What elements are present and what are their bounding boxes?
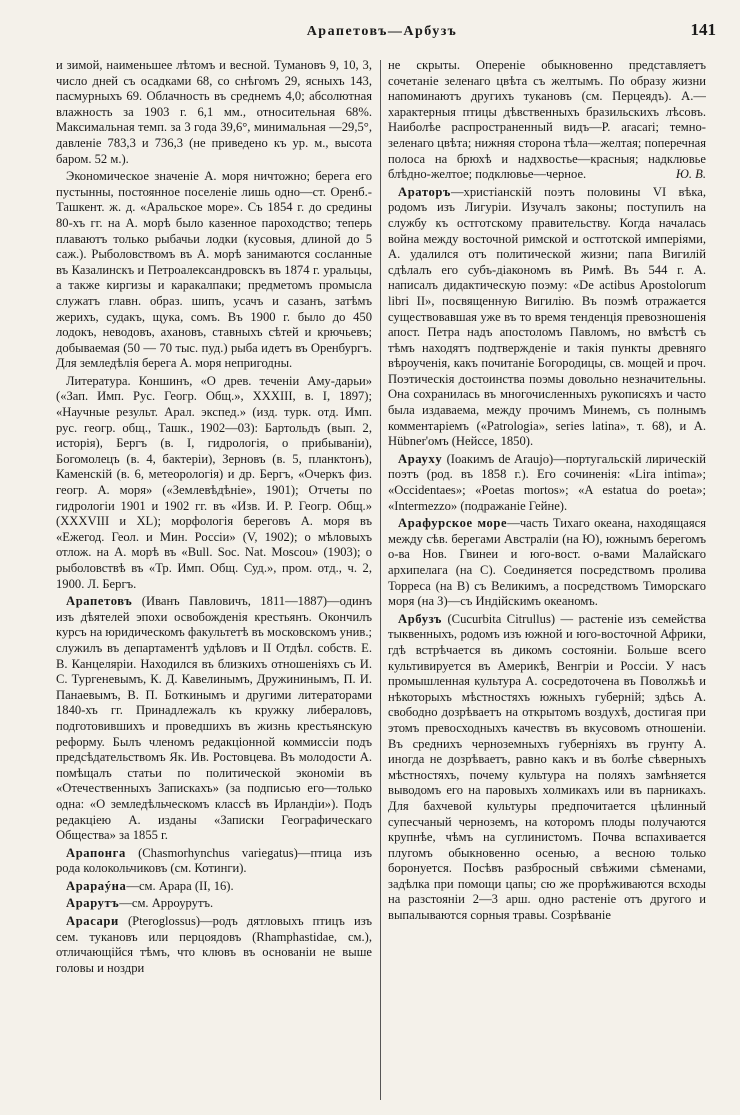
article-arator: Араторъ—христіанскій поэтъ половины VI вѣка, родомъ изъ Лигуріи. Изучалъ законы; поступилъ на службу къ остготскому правительству. Когда началась война между восточной римской и остготской имперіями, А. удалился отъ политической жизни; папа Вигилій сдѣлалъ его субъ-діакономъ въ Римѣ. Въ 544 г. А. написалъ дидактическую поэму: «De actibus Apostolorum libri II», посвященную Вигилію. Въ поэмѣ отражается существовавшая уже въ то время тенденція превозношенія апост. Петра надъ апостоломъ Павломъ, но вмѣстѣ съ тѣмъ находятъ подтвержденіе и такія пункты древняго вѣроученія, какъ почитаніе Богородицы, св. мощей и проч. Поэтическія достоинства поэмы довольно незначительны. Она сохранилась въ многочисленныхъ рукописяхъ и часто была издаваема, между прочимъ Минемъ, съ полнымъ комментаріемъ («Patrologia», series latina», т. 68), и А. Hübner'омъ (Нейссе, 1850). (388, 184, 706, 449)
paragraph-text: не скрыты. Опереніе обыкновенно представляетъ сочетаніе зеленаго цвѣта съ желтымъ. По образу жизни напоминаютъ другихъ тукановъ (см. Перцеядъ). А.—характерныя птицы дѣвственныхъ бразильскихъ лѣсовъ. Наиболѣе распространенный видъ—P. aracari; темно-зеленаго цвѣта; нижняя сторона тѣла—желтая; поперечная полоса на брюхѣ и надхвостье—красныя; надклювье блѣдно-желтое; подклювье—черное. (388, 58, 706, 182)
headword: Арафурское море (398, 516, 508, 531)
article-arapetov: Арапетовъ (Иванъ Павловичъ, 1811—1887)—одинъ изъ дѣятелей эпохи освобожденія крестьянъ. Окончилъ курсъ на юридическомъ факультетѣ въ московскомъ унив.; служилъ въ департаментѣ удѣловъ и II Отдѣл. собств. Е. В. Канцеляріи. Находился въ близкихъ отношеніяхъ съ И. С. Тургеневымъ, К. Д. Кавелинымъ, Дружининымъ, П. И. Панаевымъ, В. П. Боткинымъ и другими литераторами 1840-хъ гг. Принадлежалъ къ кружку либераловъ, подготовившихъ и проведшихъ въ жизнь крестьянскую реформу. Былъ членомъ редакціонной коммиссіи подъ предсѣдательствомъ Як. Ив. Ростовцева. Въ молодости А. помѣщалъ статьи по политической экономіи въ «Отечественныхъ Запискахъ» (за подписью его—только одна: «О земледѣльческомъ классѣ въ Ирландіи»). Подъ редакціею А. изданы «Записки Географическаго Общества» за 1855 г. (56, 594, 372, 843)
article-araujo: Араухy (Іоакимъ de Araujo)—португальскій лирическій поэтъ (род. въ 1858 г.). Его сочиненія: «Lira intima»; «Occidentaes»; «Poetas mortos»; «A estatua do poeta»; «Intermezzo» (подражаніе Гейне). (388, 451, 706, 513)
headword: Арарутъ (66, 896, 120, 911)
article-araponga: Арапонга (Chasmorhynchus variegatus)—птица изъ рода колокольчиковъ (см. Котинги). (56, 845, 372, 876)
headword: Арараýна (66, 878, 127, 893)
headword: Арапонга (66, 845, 126, 860)
column-divider (380, 60, 381, 1100)
paragraph: Литература. Коншинъ, «О древ. теченіи Аму-дарьи» («Зап. Имп. Рус. Геогр. Общ.», XXXIII, в. I, 1897); «Научные результ. Арал. экспед.» (изд. турк. отд. Имп. рус. геогр. общ., Ташк., 1902—03): Бартольдъ (вып. 2, исторія), Бергъ (в. I, гидрологія, о прибываніи), Богомолецъ (в. 4, бактеріи), Зерновъ (в. 5, планктонъ), Каменскій (в. 6, метеорологія) и др. Бергъ, «Очеркъ физ. геогр. А. моря» («Землевѣдѣніе», 1901); Отчеты по гидрологіи 1901 и 1902 гг. въ «Изв. И. Р. Геогр. Общ.» (XXXVIII и XL); морфологія береговъ А. моря въ «Ежегод. Геол. и Мин. Россіи» (V, 1902); о мѣловыхъ отлож. на А. морѣ въ «Bull. Soc. Nat. Moscou» (1903); о рыболовствѣ въ «Тр. Имп. Общ. Суд.», пром. отд., ч. 2, 1900. Л. Бергъ. (56, 373, 372, 591)
author-signature: Ю. В. (675, 167, 706, 182)
article-ararut: Арарутъ—см. Арроурутъ. (66, 896, 214, 911)
article-arafura-sea: Арафурское море—часть Тихаго океана, находящаяся между сѣв. берегами Австраліи (на Ю), южнымъ берегомъ о-ва Нов. Гвинеи и юго-вост. о-вами Малайскаго архипелага (на С). Соединяется посредствомъ пролива Торреса (на В) съ Великимъ, а посредствомъ Тиморскаго моря (на З)—съ Индійскимъ океаномъ. (388, 516, 706, 609)
right-column (388, 58, 706, 1103)
headword: Арбузъ (398, 611, 443, 626)
left-column (56, 58, 372, 1103)
article-ararauna: Арараýна—см. Арара (II, 16). (66, 878, 234, 893)
running-title: Арапетовъ—Арбузъ (306, 24, 458, 39)
article-arbuz: Арбузъ (Cucurbita Citrullus) — растеніе изъ семейства тыквенныхъ, родомъ изъ южной и юго-восточной Африки, гдѣ встрѣчается въ дикомъ состояніи. Больше всего культивируется въ Америкѣ, Венгріи и Россіи. У насъ промышленная культура А. сосредоточена въ Поволжьѣ и нѣкоторыхъ мѣстностяхъ южныхъ губерній; здѣсь А. свободно дозрѣваетъ на открытомъ воздухѣ, достигая при этомъ превосходныхъ качествъ въ вкусовомъ отношеніи. Въ среднихъ черноземныхъ губерніяхъ въ грунту А. иногда не дозрѣваетъ, равно какъ и въ болѣе сѣверныхъ мѣстностяхъ, почему культура на поляхъ замѣняется выводомъ его на паровыхъ холмикахъ или въ парникахъ. Для бахчевой культуры предпочитается цѣлинный супесчаный черноземъ, на которомъ плоды получаются крупнѣе, чѣмъ на суглинистомъ. Почва вспахивается плугомъ обыкновенно осенью, а весною только боронуется. Посѣвъ разбросный свѣжими сѣменами, задѣлка при помощи цапы; сю же прорѣживаются всходы на разстояніи 2—3 арш. одно растеніе отъ другого и выпалываются сорныя травы. Созрѣваніе (388, 611, 706, 923)
paragraph: и зимой, наименьшее лѣтомъ и весной. Тумановъ 9, 10, 3, число дней съ осадками 68, со снѣгомъ 29, ясныхъ 143, пасмурныхъ 69. Облачность въ среднемъ 4,0; абсолютная влажность за 1903 г. 6,1 мм., относительная 68%. Максимальная темп. за 3 года 39,6°, минимальная —29,5°, давленіе 783,3 и 736,3 (не приведено къ ур. м., высота баром. 52 м.). (56, 58, 372, 166)
paragraph (388, 58, 706, 183)
paragraph: Экономическое значеніе А. моря ничтожно; берега его пустынны, постоянное поселеніе лишь одно—ст. Оренб.-Ташкент. ж. д. «Аральское море». Съ 1854 г. до средины 80-хъ гг. на А. морѣ было казенное пароходство; теперь плаваютъ только рыбачьи лодки (кусовыя, длиной до 5 саж.). Рыболовствомъ въ А. морѣ занимаются сосланные въ Казалинскъ и Петроалександровскъ въ 1874 г. уральцы, а также киргизы и каракалпаки; предметомъ промысла служатъ главн. образ. шипъ, усачъ и сазанъ, затѣмъ жерихъ, судакъ, щука, сомъ. Въ 1900 г. было до 450 лодокъ, неводовъ, ахановъ, ставныхъ сѣтей и крючьевъ; добываемая (50 — 70 тыс. пуд.) рыба идетъ въ Оренбургъ. Для земледѣлія берега А. моря непригодны. (56, 169, 372, 371)
article-arasari: Арасари (Pteroglossus)—родъ дятловыхъ птицъ изъ сем. тукановъ или перцоядовъ (Rhamphastidae, см.), отличающійся тѣмъ, что клювъ въ основаніи не выше головы и ноздри (56, 914, 372, 975)
headword: Араухy (398, 451, 443, 466)
headword: Арасари (66, 914, 119, 929)
headword: Араторъ (398, 184, 451, 199)
running-header (48, 20, 716, 46)
page-number: 141 (690, 20, 716, 39)
headword: Арапетовъ (66, 594, 133, 609)
